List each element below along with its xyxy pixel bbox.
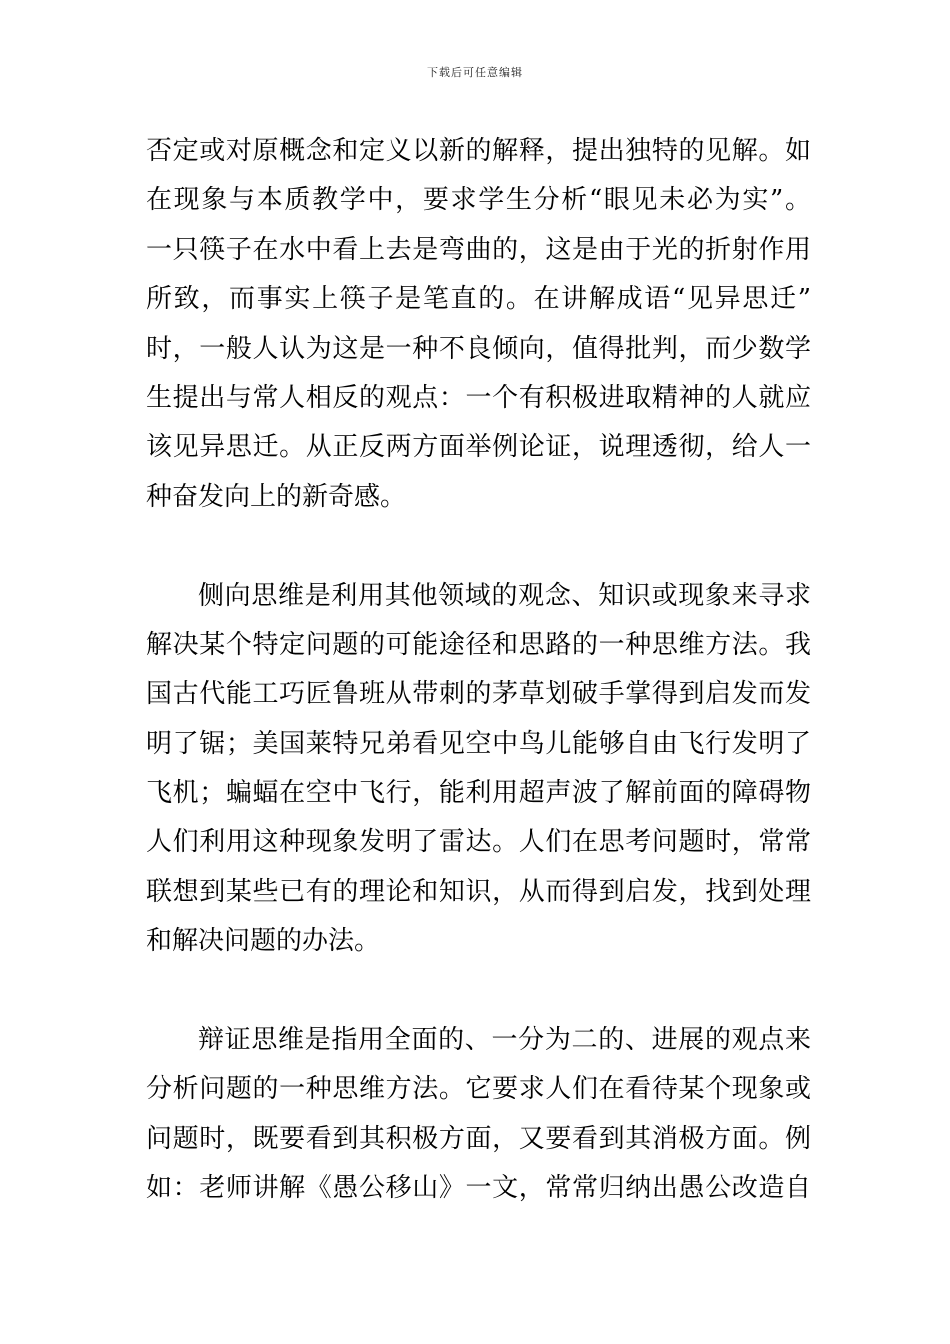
document-body [146, 127, 811, 1214]
paragraph-3 [146, 1016, 811, 1214]
paragraph-1 [146, 127, 811, 522]
text-line: 人们利用这种现象发明了雷达。人们在思考问题时，常常 [146, 827, 811, 858]
page-header: 下载后可任意编辑 [427, 66, 523, 79]
text-line: 问题时，既要看到其积极方面，又要看到其消极方面。例 [146, 1123, 811, 1154]
text-line: 飞机；蝙蝠在空中飞行，能利用超声波了解前面的障碍物 [146, 778, 811, 809]
paragraph-spacer [146, 967, 811, 1016]
text-line: 该见异思迁。从正反两方面举例论证，说理透彻，给人一 [146, 432, 811, 463]
text-line: 时，一般人认为这是一种不良倾向，值得批判，而少数学 [146, 333, 811, 364]
text-line: 辩证思维是指用全面的、一分为二的、进展的观点来 [198, 1025, 811, 1056]
text-line: 在现象与本质教学中，要求学生分析“眼见未必为实”。 [146, 185, 811, 216]
text-line: 否定或对原概念和定义以新的解释，提出独特的见解。如 [146, 136, 811, 166]
text-line: 如：老师讲解《愚公移山》一文，常常归纳出愚公改造自 [146, 1173, 811, 1204]
text-line: 分析问题的一种思维方法。它要求人们在看待某个现象或 [146, 1074, 811, 1105]
text-line: 种奋发向上的新奇感。 [146, 481, 407, 512]
text-line: 所致，而事实上筷子是笔直的。在讲解成语“见异思迁” [146, 284, 811, 315]
paragraph-spacer [146, 522, 811, 571]
text-line: 联想到某些已有的理论和知识，从而得到启发，找到处理 [146, 876, 811, 907]
text-line: 解决某个特定问题的可能途径和思路的一种思维方法。我 [146, 629, 811, 660]
text-line: 生提出与常人相反的观点：一个有积极进取精神的人就应 [146, 382, 811, 413]
text-line: 国古代能工巧匠鲁班从带刺的茅草划破手掌得到启发而发 [146, 679, 811, 710]
text-line: 和解决问题的办法。 [146, 926, 381, 957]
text-line: 一只筷子在水中看上去是弯曲的，这是由于光的折射作用 [146, 234, 811, 265]
paragraph-2 [146, 572, 811, 967]
text-line: 侧向思维是利用其他领域的观念、知识或现象来寻求 [198, 580, 811, 611]
text-line: 明了锯；美国莱特兄弟看见空中鸟儿能够自由飞行发明了 [146, 728, 811, 759]
